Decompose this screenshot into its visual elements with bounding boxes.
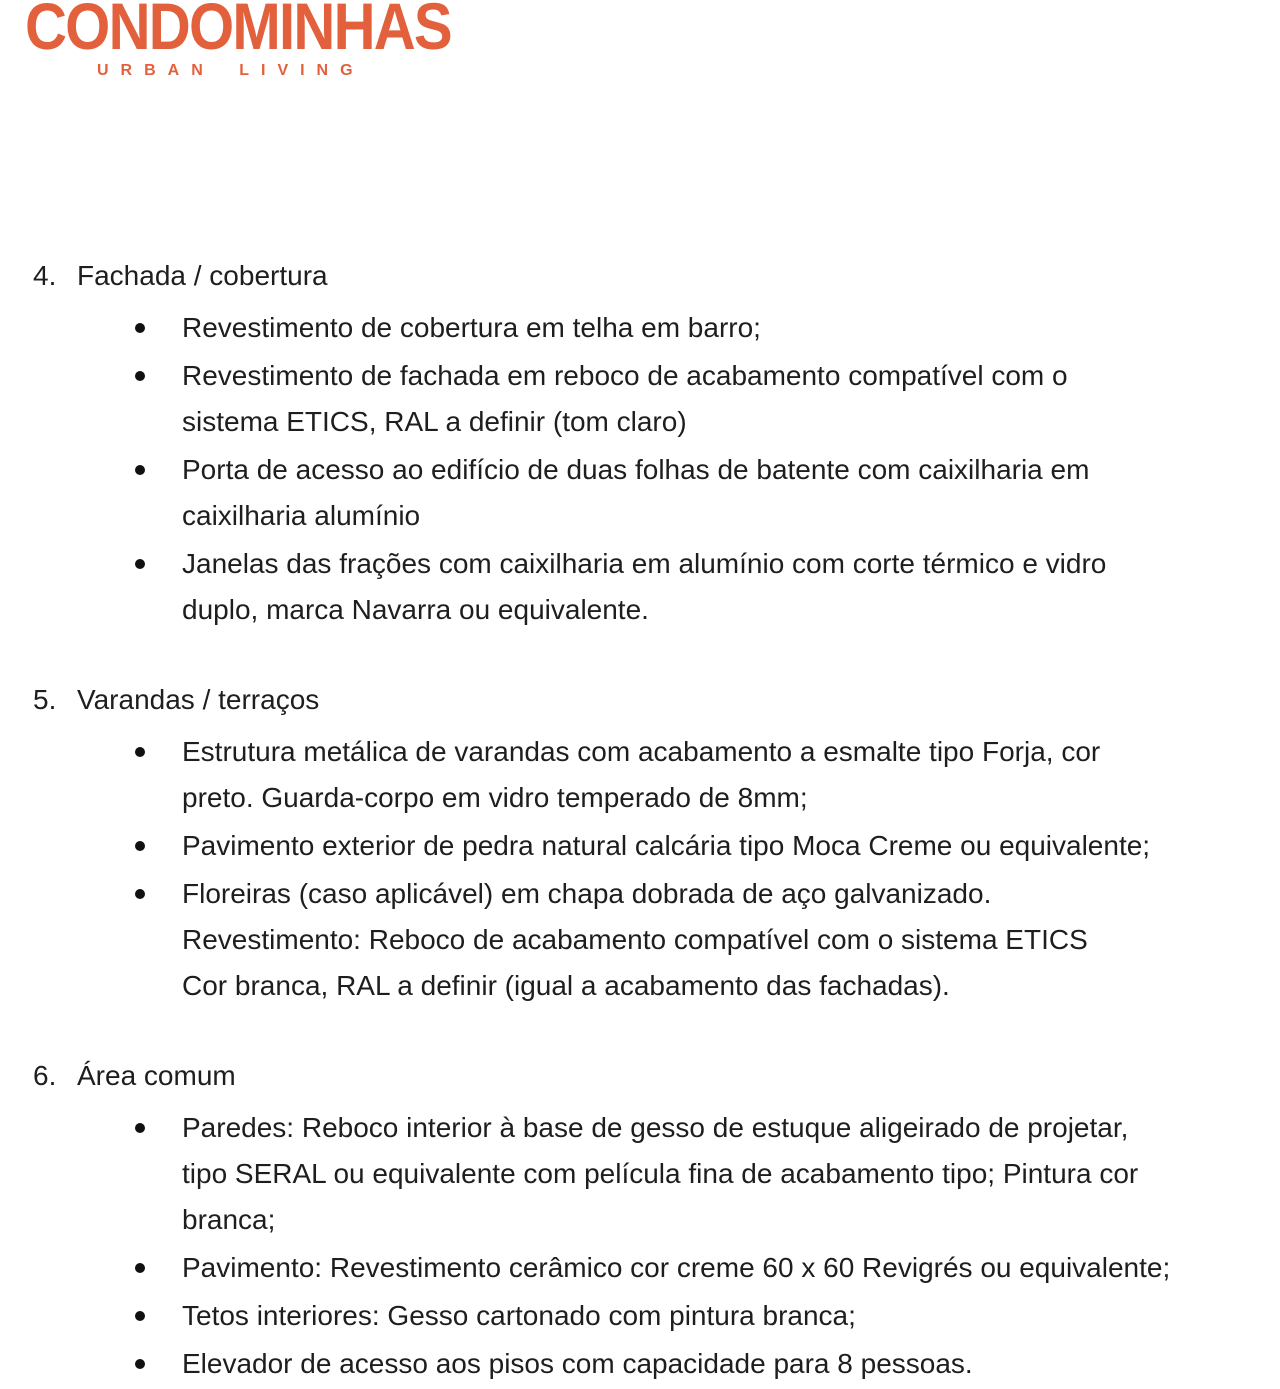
logo-tagline-text: URBAN LIVING (97, 62, 365, 79)
bullet-icon (135, 1359, 145, 1369)
item-line: sistema ETICS, RAL a definir (tom claro) (182, 406, 687, 437)
item-line: caixilharia alumínio (182, 500, 421, 531)
list-item (0, 447, 1280, 539)
list-item (0, 305, 1280, 351)
section-varandas-terracos (0, 677, 1280, 1009)
item-line: duplo, marca Navarra ou equivalente. (182, 594, 649, 625)
section-title: Varandas / terraços (77, 684, 320, 715)
bullet-icon (135, 841, 145, 851)
item-line: Pavimento exterior de pedra natural calcária tipo Moca Creme ou equivalente; (182, 830, 1151, 861)
section-area-comum (0, 1053, 1280, 1387)
list-item (0, 823, 1280, 869)
list-item (0, 729, 1280, 821)
bullet-icon (135, 1311, 145, 1321)
list-item (0, 871, 1280, 1009)
item-line: Pavimento: Revestimento cerâmico cor creme 60 x 60 Revigrés ou equivalente; (182, 1252, 1171, 1283)
bullet-icon (135, 323, 145, 333)
bullet-icon (135, 1123, 145, 1133)
bullet-icon (135, 889, 145, 899)
item-line: Estrutura metálica de varandas com acabamento a esmalte tipo Forja, cor (182, 736, 1101, 767)
item-line: Cor branca, RAL a definir (igual a acabamento das fachadas). (182, 970, 950, 1001)
list-item (0, 1293, 1280, 1339)
section-title: Área comum (77, 1060, 236, 1091)
section-fachada-cobertura (0, 253, 1280, 633)
item-line: Revestimento de cobertura em telha em barro; (182, 312, 761, 343)
list-item (0, 1105, 1280, 1243)
section-heading (0, 1053, 1280, 1099)
item-line: preto. Guarda-corpo em vidro temperado de 8mm; (182, 782, 808, 813)
item-line: branca; (182, 1204, 276, 1235)
bullet-icon (135, 747, 145, 757)
bullet-icon (135, 559, 145, 569)
company-logo (25, 0, 509, 80)
section-heading (0, 677, 1280, 723)
item-line: Floreiras (caso aplicável) em chapa dobrada de aço galvanizado. (182, 878, 992, 909)
list-item (0, 541, 1280, 633)
item-line: Elevador de acesso aos pisos com capacidade para 8 pessoas. (182, 1348, 973, 1379)
section-heading (0, 253, 1280, 299)
item-line: tipo SERAL ou equivalente com película fina de acabamento tipo; Pintura cor (182, 1158, 1139, 1189)
section-title: Fachada / cobertura (77, 260, 328, 291)
section-number: 6. (33, 1060, 57, 1091)
bullet-icon (135, 1263, 145, 1273)
section-number: 4. (33, 260, 57, 291)
item-line: Revestimento de fachada em reboco de acabamento compatível com o (182, 360, 1068, 391)
item-line: Janelas das frações com caixilharia em alumínio com corte térmico e vidro (182, 548, 1107, 579)
list-item (0, 1245, 1280, 1291)
section-number: 5. (33, 684, 57, 715)
logo-brand-text: CONDOMINHAS (25, 0, 451, 63)
specification-list (0, 253, 1280, 1389)
item-line: Tetos interiores: Gesso cartonado com pintura branca; (182, 1300, 856, 1331)
bullet-icon (135, 371, 145, 381)
list-item (0, 1341, 1280, 1387)
item-line: Revestimento: Reboco de acabamento compatível com o sistema ETICS (182, 924, 1088, 955)
list-item (0, 353, 1280, 445)
item-line: Paredes: Reboco interior à base de gesso de estuque aligeirado de projetar, (182, 1112, 1129, 1143)
bullet-icon (135, 465, 145, 475)
item-line: Porta de acesso ao edifício de duas folhas de batente com caixilharia em (182, 454, 1090, 485)
